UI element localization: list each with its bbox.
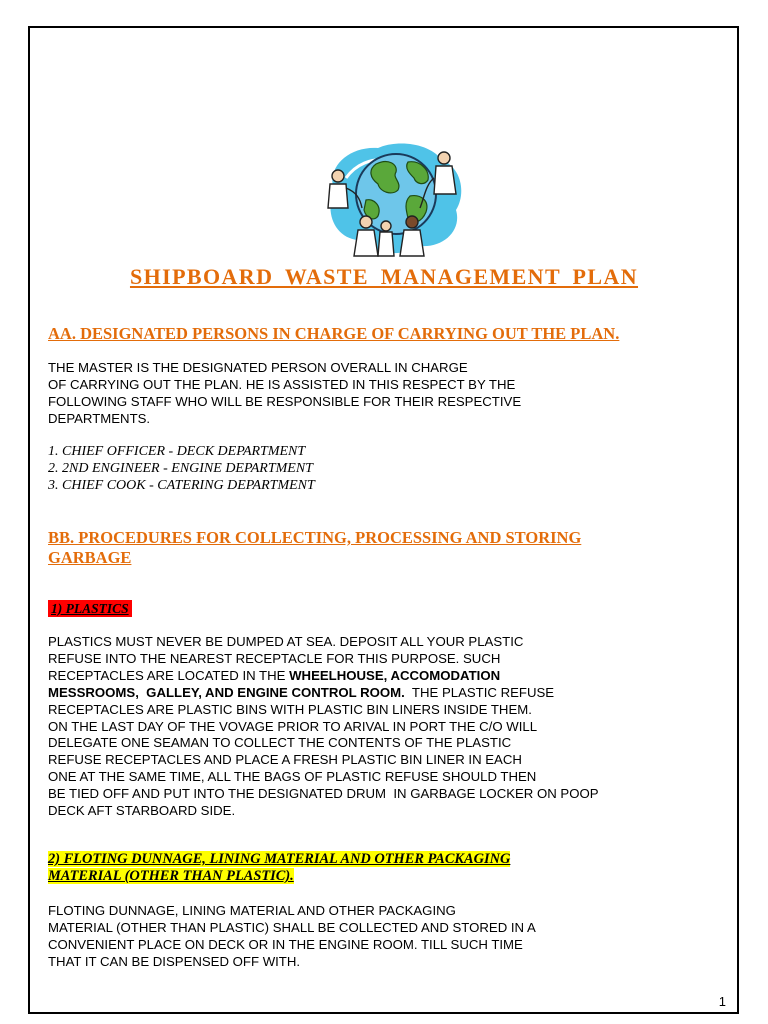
para-line: RECEPTACLES ARE PLASTIC BINS WITH PLASTIC BIN LINERS INSIDE THEM.	[48, 701, 532, 717]
section-bb-heading-line: GARBAGE	[48, 548, 132, 567]
document-title: SHIPBOARD WASTE MANAGEMENT PLAN	[129, 264, 639, 289]
dunnage-paragraph	[48, 903, 536, 971]
dunnage-label-line: MATERIAL (OTHER THAN PLASTIC).	[48, 868, 294, 884]
staff-item: 3. CHIEF COOK - CATERING DEPARTMENT	[48, 478, 315, 493]
location-list: MESSROOMS, GALLEY, AND ENGINE CONTROL ROOM.	[48, 684, 405, 700]
para-line: REFUSE INTO THE NEAREST RECEPTACLE FOR THIS PURPOSE. SUCH	[48, 650, 501, 666]
plastics-label: 1) PLASTICS	[48, 600, 132, 617]
para-line: DEPARTMENTS.	[48, 410, 151, 426]
para-line: DECK AFT STARBOARD SIDE.	[48, 803, 236, 819]
globe-children-clipart-icon	[316, 138, 470, 262]
location-list: WHEELHOUSE, ACCOMODATION	[289, 667, 501, 683]
para-line: BE TIED OFF AND PUT INTO THE DESIGNATED DRUM IN GARBAGE LOCKER ON POOP	[48, 786, 599, 802]
dunnage-label	[48, 851, 510, 885]
staff-item: 1. CHIEF OFFICER - DECK DEPARTMENT	[48, 444, 306, 459]
para-line: REFUSE RECEPTACLES AND PLACE A FRESH PLASTIC BIN LINER IN EACH	[48, 752, 522, 768]
section-bb-heading	[48, 528, 581, 568]
para-line: ONE AT THE SAME TIME, ALL THE BAGS OF PLASTIC REFUSE SHOULD THEN	[48, 769, 537, 785]
section-bb-heading-line: BB. PROCEDURES FOR COLLECTING, PROCESSING AND STORING	[48, 528, 582, 547]
staff-list	[48, 443, 315, 494]
para-line: THE PLASTIC REFUSE	[404, 684, 555, 700]
para-line: FLOTING DUNNAGE, LINING MATERIAL AND OTHER PACKAGING	[48, 903, 456, 918]
para-line: ON THE LAST DAY OF THE VOVAGE PRIOR TO ARIVAL IN PORT THE C/O WILL	[48, 718, 538, 734]
section-aa-paragraph	[48, 360, 521, 428]
para-line: THAT IT CAN BE DISPENSED OFF WITH.	[48, 953, 301, 969]
para-line: CONVENIENT PLACE ON DECK OR IN THE ENGINE ROOM. TILL SUCH TIME	[48, 936, 523, 952]
para-line: FOLLOWING STAFF WHO WILL BE RESPONSIBLE FOR THEIR RESPECTIVE	[48, 393, 522, 409]
para-line: RECEPTACLES ARE LOCATED IN THE	[48, 667, 290, 683]
page-number: 1	[718, 994, 726, 1009]
staff-item: 2. 2ND ENGINEER - ENGINE DEPARTMENT	[48, 461, 313, 476]
para-line: OF CARRYING OUT THE PLAN. HE IS ASSISTED IN THIS RESPECT BY THE	[48, 376, 516, 392]
para-line: PLASTICS MUST NEVER BE DUMPED AT SEA. DEPOSIT ALL YOUR PLASTIC	[48, 634, 524, 649]
para-line: MATERIAL (OTHER THAN PLASTIC) SHALL BE COLLECTED AND STORED IN A	[48, 919, 536, 935]
dunnage-label-line: 2) FLOTING DUNNAGE, LINING MATERIAL AND OTHER PACKAGING	[48, 851, 511, 867]
section-aa-heading: AA. DESIGNATED PERSONS IN CHARGE OF CARRYING OUT THE PLAN.	[48, 324, 620, 343]
para-line: DELEGATE ONE SEAMAN TO COLLECT THE CONTENTS OF THE PLASTIC	[48, 735, 512, 751]
para-line: THE MASTER IS THE DESIGNATED PERSON OVERALL IN CHARGE	[48, 360, 468, 375]
plastics-paragraph	[48, 634, 599, 820]
